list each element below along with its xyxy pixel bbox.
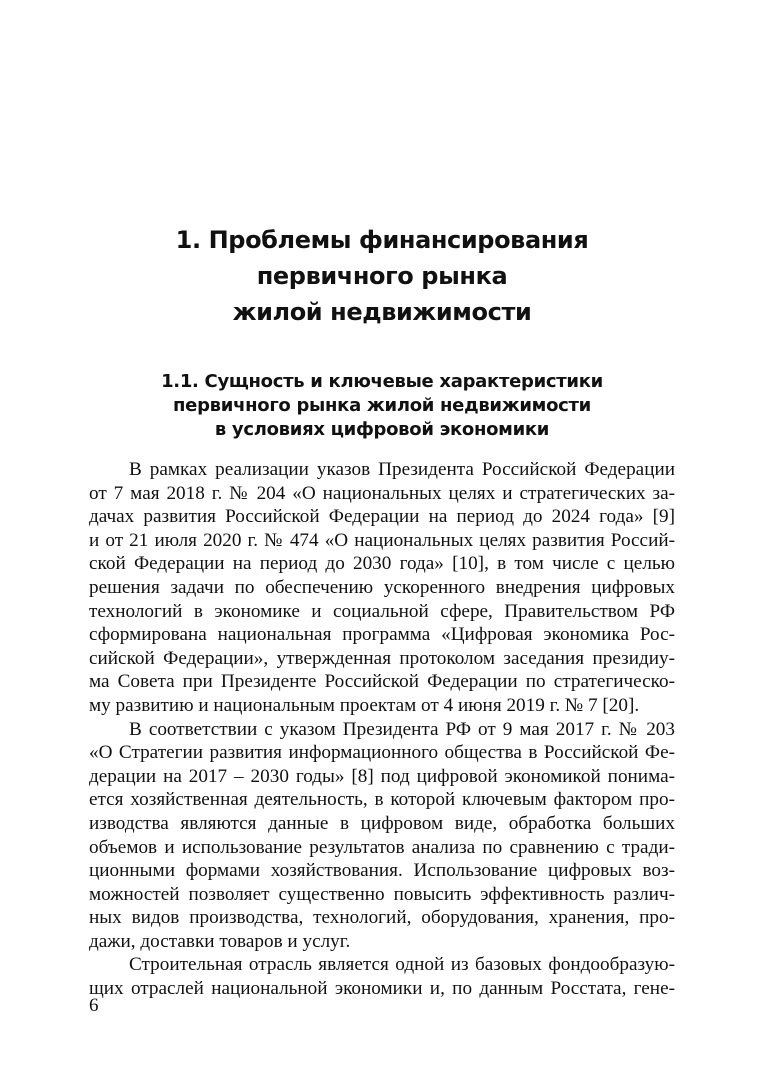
- page-number: 6: [89, 995, 99, 1016]
- text-line: дерации на 2017 – 2030 годы» [8] под цифровой экономикой понима-: [89, 765, 675, 787]
- text-line: можностей позволяет существенно повысить эффективность различ-: [89, 883, 675, 905]
- chapter-title: [0, 222, 764, 330]
- text-line: изводства являются данные в цифровом виде, обработка больших: [89, 812, 675, 834]
- text-line: технологий в экономике и социальной сфере, Правительством РФ: [89, 600, 675, 622]
- text-line: дачах развития Российской Федерации на период до 2024 года» [9]: [89, 506, 675, 528]
- text-line: ных видов производства, технологий, оборудования, хранения, про-: [89, 907, 675, 929]
- section-title-line: первичного рынка жилой недвижимости: [173, 395, 591, 416]
- text-line: сийской Федерации», утвержденная протоколом заседания президиу-: [89, 647, 675, 669]
- section-title-line: в условиях цифровой экономики: [214, 419, 550, 440]
- text-line: му развитию и национальным проектам от 4 июня 2019 г. № 7 [20].: [89, 694, 640, 716]
- text-line: сформирована национальная программа «Цифровая экономика Рос-: [89, 624, 675, 646]
- body-text: [89, 458, 675, 1001]
- text-line: дажи, доставки товаров и услуг.: [89, 930, 351, 952]
- text-line: ется хозяйственная деятельность, в которой ключевым фактором про-: [89, 789, 675, 811]
- text-line: ционными формами хозяйствования. Использование цифровых воз-: [89, 860, 675, 882]
- chapter-title-line: 1. Проблемы финансирования: [175, 226, 589, 254]
- text-line: Строительная отрасль является одной из базовых фондообразую-: [129, 954, 675, 976]
- text-line: щих отраслей национальной экономики и, по данным Росстата, гене-: [89, 978, 675, 1000]
- text-line: решения задачи по обеспечению ускоренного внедрения цифровых: [89, 576, 675, 598]
- text-line: ской Федерации на период до 2030 года» [10], в том числе с целью: [89, 553, 675, 575]
- text-line: В рамках реализации указов Президента Российской Федерации: [129, 459, 675, 480]
- text-line: от 7 мая 2018 г. № 204 «О национальных целях и стратегических за-: [89, 482, 675, 504]
- text-line: «О Стратегии развития информационного общества в Российской Фе-: [89, 742, 675, 764]
- chapter-title-line: первичного рынка: [256, 262, 508, 290]
- text-line: ма Совета при Президенте Российской Федерации по стратегическо-: [89, 671, 675, 693]
- section-title: [0, 370, 764, 442]
- section-title-line: 1.1. Сущность и ключевые характеристики: [161, 371, 603, 392]
- text-line: и от 21 июля 2020 г. № 474 «О национальных целях развития Россий-: [89, 529, 675, 551]
- text-line: В соответствии с указом Президента РФ от 9 мая 2017 г. № 203: [129, 718, 675, 740]
- chapter-title-line: жилой недвижимости: [232, 298, 532, 326]
- text-line: объемов и использование результатов анализа по сравнению с тради-: [89, 836, 675, 858]
